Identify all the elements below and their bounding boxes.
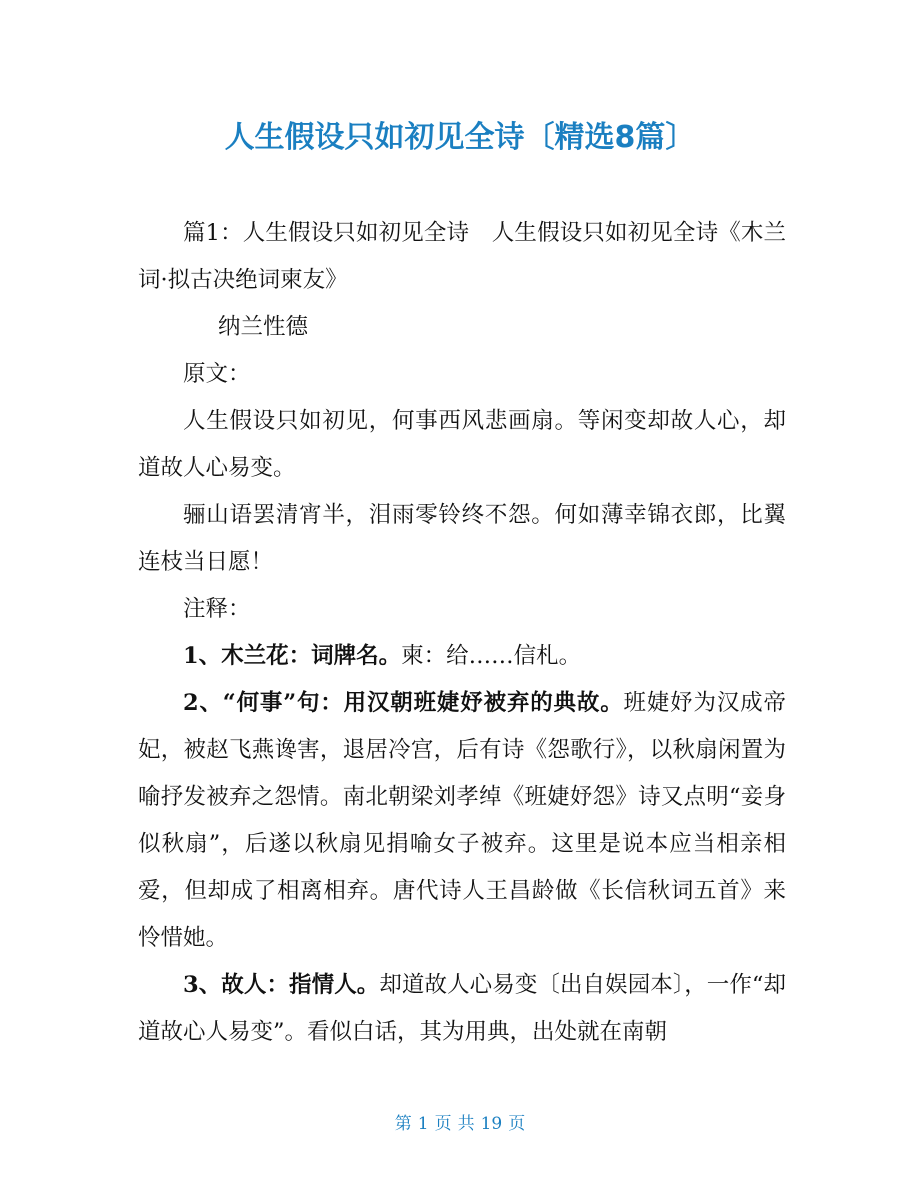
note-3-term: 3、故人：指情人。 (183, 972, 380, 998)
paragraph-author: 纳兰性德 (218, 314, 309, 340)
footer-word-ye-2: 页 (508, 1114, 526, 1134)
paragraph-poem-line-1: 人生假设只如初见，何事西风悲画扇。等闲变却故人心，却道故人心易变。 (138, 408, 786, 481)
paragraph-poem-line-2: 骊山语罢清宵半，泪雨零铃终不怨。何如薄幸锦衣郎，比翼连枝当日愿！ (138, 502, 786, 575)
footer-word-gong: 共 (457, 1114, 475, 1134)
paragraph-notes-heading: 注释： (183, 596, 251, 622)
note-1-term: 1、木兰花：词牌名。 (183, 643, 402, 669)
document-body (138, 210, 786, 1056)
note-2-term: 2、“何事”句：用汉朝班婕妤被弃的典故。 (183, 690, 624, 716)
paragraph-intro: 篇1：人生假设只如初见全诗 人生假设只如初见全诗《木兰词·拟古决绝词柬友》 (138, 220, 786, 293)
document-title: 人生假设只如初见全诗〔精选8篇〕 (224, 120, 696, 155)
footer-word-ye: 页 (434, 1114, 452, 1134)
paragraph-note-3 (138, 962, 786, 1056)
page-footer (0, 1112, 920, 1136)
note-2-text: 班婕妤为汉成帝妃，被赵飞燕谗害，退居冷宫，后有诗《怨歌行》，以秋扇闲置为喻抒发被弃之怨情。南北朝梁刘孝绰《班婕妤怨》诗又点明“妾身似秋扇”，后遂以秋扇见捐喻女子被弃。这里是说本应当相亲相爱，但却成了相离相弃。唐代诗人王昌龄做《长信秋词五首》来怜惜她。 (138, 690, 786, 951)
paragraph-original-heading: 原文： (183, 361, 251, 387)
footer-current-page: 1 (417, 1114, 429, 1134)
paragraph-note-2 (138, 680, 786, 962)
footer-word-di: 第 (394, 1114, 412, 1134)
note-3-text: 却道故人心易变〔出自娱园本〕，一作“却道故心人易变”。看似白话，其为用典，出处就在南朝 (138, 972, 786, 1045)
note-1-text: 柬：给……信札。 (401, 643, 582, 669)
paragraph-note-1 (138, 633, 786, 680)
footer-total-pages: 19 (480, 1114, 503, 1134)
